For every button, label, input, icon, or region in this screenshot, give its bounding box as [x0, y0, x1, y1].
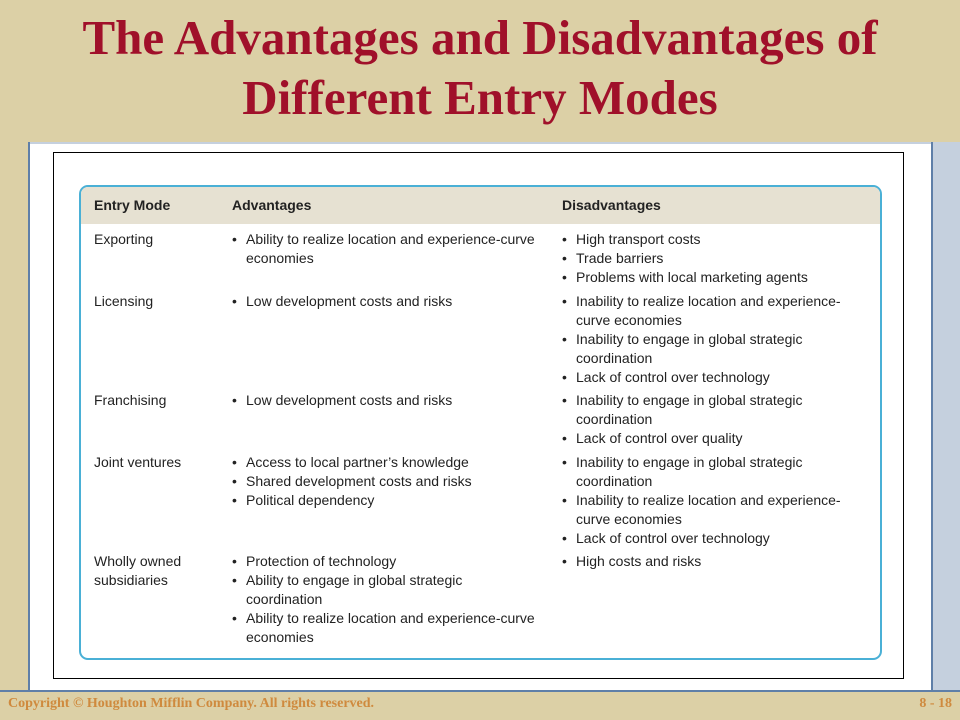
advantage-item: • Protection of technology — [232, 552, 538, 571]
row-franchising-advantages — [232, 391, 538, 410]
row-wholly-owned-advantages — [232, 552, 538, 647]
disadvantage-item: • Inability to realize location and experience-curve economies — [562, 292, 868, 330]
row-wholly-owned-mode — [94, 552, 219, 590]
advantage-item: • Political dependency — [232, 491, 538, 510]
row-franchising-mode — [94, 391, 219, 410]
mode-text: Joint ventures — [94, 454, 182, 470]
footer-rule — [0, 690, 960, 692]
row-licensing-mode — [94, 292, 219, 311]
disadvantage-item: • Inability to engage in global strategic coordination — [562, 391, 868, 429]
table-header — [81, 187, 880, 224]
advantage-item: • Access to local partner’s knowledge — [232, 453, 538, 472]
title-line-2: Different Entry Modes — [242, 70, 718, 125]
row-exporting-disadvantages — [562, 230, 868, 287]
disadvantage-item: • Inability to engage in global strategic coordination — [562, 453, 868, 491]
advantage-item: • Shared development costs and risks — [232, 472, 538, 491]
disadvantage-item: • High costs and risks — [562, 552, 868, 571]
mode-text: Exporting — [94, 231, 154, 247]
row-joint-ventures-advantages — [232, 453, 538, 510]
disadvantage-item: • Inability to realize location and experience-curve economies — [562, 491, 868, 529]
entry-modes-table — [79, 185, 882, 660]
advantage-item: • Low development costs and risks — [232, 391, 538, 410]
header-disadvantages: Disadvantages — [562, 197, 661, 213]
panel-border-right — [931, 142, 933, 690]
row-licensing-advantages — [232, 292, 538, 311]
row-joint-ventures-mode — [94, 453, 219, 472]
mode-text: Franchising — [94, 392, 167, 408]
advantage-item: • Ability to realize location and experience-curve economies — [232, 230, 538, 268]
header-advantages: Advantages — [232, 197, 312, 213]
advantage-item: • Low development costs and risks — [232, 292, 538, 311]
disadvantage-item: • Inability to engage in global strategic coordination — [562, 330, 868, 368]
row-wholly-owned-disadvantages — [562, 552, 868, 571]
mode-text: Licensing — [94, 293, 154, 309]
header-entry-mode: Entry Mode — [94, 197, 171, 213]
disadvantage-item: • High transport costs — [562, 230, 868, 249]
row-joint-ventures-disadvantages — [562, 453, 868, 548]
disadvantage-item: • Trade barriers — [562, 249, 868, 268]
disadvantage-item: • Lack of control over quality — [562, 429, 868, 448]
panel-border-left — [28, 142, 30, 690]
disadvantage-item: • Lack of control over technology — [562, 368, 868, 387]
slide-title — [0, 8, 960, 128]
title-line-1: The Advantages and Disadvantages of — [82, 10, 878, 65]
row-exporting-mode — [94, 230, 219, 249]
row-franchising-disadvantages — [562, 391, 868, 448]
row-licensing-disadvantages — [562, 292, 868, 387]
mode-text-line-2: subsidiaries — [94, 572, 168, 588]
disadvantage-item: • Lack of control over technology — [562, 529, 868, 548]
disadvantage-item: • Problems with local marketing agents — [562, 268, 868, 287]
mode-text-line-1: Wholly owned — [94, 553, 182, 569]
page-number: 8 - 18 — [919, 696, 952, 711]
row-exporting-advantages — [232, 230, 538, 268]
advantage-item: • Ability to realize location and experience-curve economies — [232, 609, 538, 647]
advantage-item: • Ability to engage in global strategic coordination — [232, 571, 538, 609]
copyright-text: Copyright © Houghton Mifflin Company. All rights reserved. — [8, 696, 375, 711]
